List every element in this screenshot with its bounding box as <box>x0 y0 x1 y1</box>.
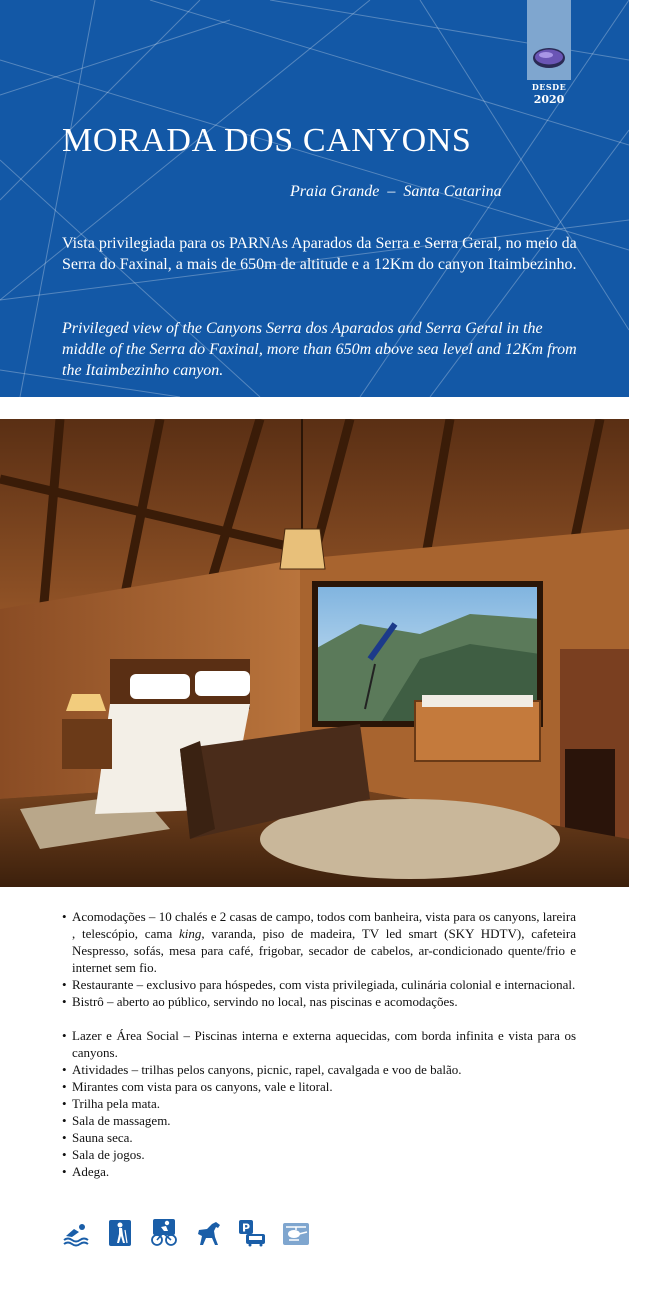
cycling-icon <box>150 1219 178 1247</box>
location-subtitle: Praia Grande – Santa Catarina <box>290 183 502 200</box>
hiking-icon <box>106 1219 134 1247</box>
list-item: • Acomodações – 10 chalés e 2 casas de campo, todos com banheira, vista para os canyons, lareira , telescópio, cama king, varanda, piso de madeira, TV led smart (SKY HDTV), cafeteira Nespresso, sofás, mesa para café, frigobar, secador de cabelos, ar-condicionado quente/frio e internet sem fio. <box>62 908 576 976</box>
amenities-list-primary <box>62 908 576 1010</box>
list-item: • Trilha pela mata. <box>62 1095 576 1112</box>
list-item: • Sala de jogos. <box>62 1146 576 1163</box>
parking-icon <box>238 1219 266 1247</box>
list-item: • Sauna seca. <box>62 1129 576 1146</box>
list-item: • Mirantes com vista para os canyons, vale e litoral. <box>62 1078 576 1095</box>
description-portuguese: Vista privilegiada para os PARNAs Aparados da Serra e Serra Geral, no meio da Serra do Faxinal, a mais de 650m de altitude e a 12Km do canyon Itaimbezinho. <box>62 235 577 273</box>
list-item: • Lazer e Área Social – Piscinas interna e externa aquecidas, com borda infinita e vista para os canyons. <box>62 1027 576 1061</box>
description-english: Privileged view of the Canyons Serra dos Aparados and Serra Geral in the middle of the Serra do Faxinal, more than 650m above sea level and 12Km from the Itaimbezinho canyon. <box>62 320 577 379</box>
since-label: DESDE <box>531 82 567 92</box>
list-item: • Atividades – trilhas pelos canyons, picnic, rapel, cavalgada e voo de balão. <box>62 1061 576 1078</box>
page-title: MORADA DOS CANYONS <box>62 122 472 159</box>
photo-illustration <box>0 419 629 887</box>
horse-riding-icon <box>194 1219 222 1247</box>
globe-logo-icon <box>532 47 566 69</box>
svg-text:P: P <box>241 1221 251 1235</box>
list-item: • Adega. <box>62 1163 576 1180</box>
amenities-list-leisure <box>62 1027 576 1180</box>
swimming-icon <box>62 1219 90 1247</box>
emphasized-word: king <box>179 926 202 941</box>
list-item: • Bistrô – aberto ao público, servindo no local, nas piscinas e acomodações. <box>62 993 576 1010</box>
helicopter-icon <box>282 1219 310 1247</box>
since-badge <box>527 0 571 80</box>
activity-icons <box>62 1219 310 1247</box>
list-spacer <box>62 1010 576 1027</box>
list-item: • Sala de massagem. <box>62 1112 576 1129</box>
amenities-section <box>62 908 576 1180</box>
since-year: 2020 <box>533 93 565 106</box>
list-item: • Restaurante – exclusivo para hóspedes, com vista privilegiada, culinária colonial e internacional. <box>62 976 576 993</box>
chalet-bedroom-photo <box>0 419 629 887</box>
